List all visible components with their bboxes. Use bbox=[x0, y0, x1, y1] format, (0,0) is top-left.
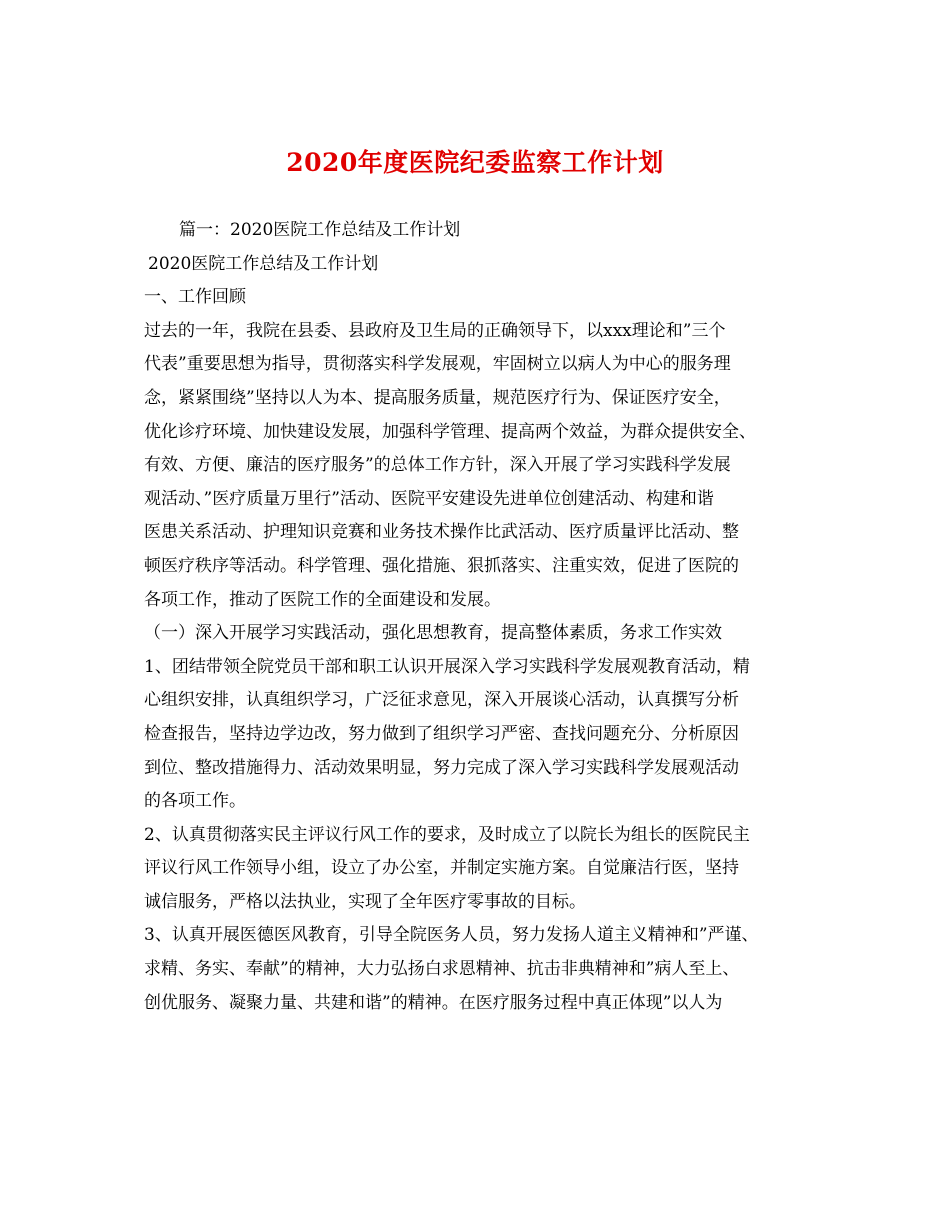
text-line: 1、团结带领全院党员干部和职工认识开展深入学习实践科学发展观教育活动，精 bbox=[144, 656, 750, 677]
text-line: 2020医院工作总结及工作计划 bbox=[148, 253, 379, 274]
text-line: 检查报告，坚持边学边改，努力做到了组织学习严密、查找问题充分、分析原因 bbox=[144, 723, 739, 744]
text-line: 各项工作，推动了医院工作的全面建设和发展。 bbox=[144, 589, 501, 610]
text-line: 2、认真贯彻落实民主评议行风工作的要求，及时成立了以院长为组长的医院民主 bbox=[144, 824, 750, 845]
text-line: 有效、方便、廉洁的医疗服务”的总体工作方针，深入开展了学习实践科学发展 bbox=[144, 455, 731, 476]
text-line: 评议行风工作领导小组，设立了办公室，并制定实施方案。自觉廉洁行医，坚持 bbox=[144, 858, 739, 879]
text-line: 篇一：2020医院工作总结及工作计划 bbox=[179, 220, 461, 240]
text-line: 3、认真开展医德医风教育，引导全院医务人员，努力发扬人道主义精神和”严谨、 bbox=[144, 925, 759, 946]
text-line: 到位、整改措施得力、活动效果明显，努力完成了深入学习实践科学发展观活动 bbox=[144, 757, 739, 778]
text-line: 求精、务实、奉献”的精神，大力弘扬白求恩精神、抗击非典精神和”病人至上、 bbox=[144, 959, 740, 980]
text-line: 心组织安排，认真组织学习，广泛征求意见，深入开展谈心活动，认真撰写分析 bbox=[144, 690, 739, 711]
text-line: 诚信服务，严格以法执业，实现了全年医疗零事故的目标。 bbox=[144, 891, 586, 912]
text-line: 医患关系活动、护理知识竞赛和业务技术操作比武活动、医疗质量评比活动、整 bbox=[144, 522, 739, 543]
text-line: 创优服务、凝聚力量、共建和谐”的精神。在医疗服务过程中真正体现”以人为 bbox=[144, 992, 723, 1013]
document-body bbox=[144, 214, 824, 1020]
text-line: 过去的一年，我院在县委、县政府及卫生局的正确领导下，以xxx理论和”三个 bbox=[144, 320, 726, 341]
text-line: 代表”重要思想为指导，贯彻落实科学发展观，牢固树立以病人为中心的服务理 bbox=[144, 354, 731, 375]
text-line: 的各项工作。 bbox=[144, 791, 246, 812]
document-title: 2020年度医院纪委监察工作计划 bbox=[286, 148, 664, 177]
text-line: 观活动、”医疗质量万里行”活动、医院平安建设先进单位创建活动、构建和谐 bbox=[144, 488, 714, 509]
text-line: 顿医疗秩序等活动。科学管理、强化措施、狠抓落实、注重实效，促进了医院的 bbox=[144, 555, 739, 576]
text-line: 念，紧紧围绕”坚持以人为本、提高服务质量，规范医疗行为、保证医疗安全， bbox=[144, 387, 731, 408]
text-line: 优化诊疗环境、加快建设发展，加强科学管理、提高两个效益，为群众提供安全、 bbox=[144, 421, 756, 442]
subsection-heading: （一）深入开展学习实践活动，强化思想教育，提高整体素质，务求工作实效 bbox=[144, 623, 722, 644]
section-heading: 一、工作回顾 bbox=[144, 287, 246, 308]
